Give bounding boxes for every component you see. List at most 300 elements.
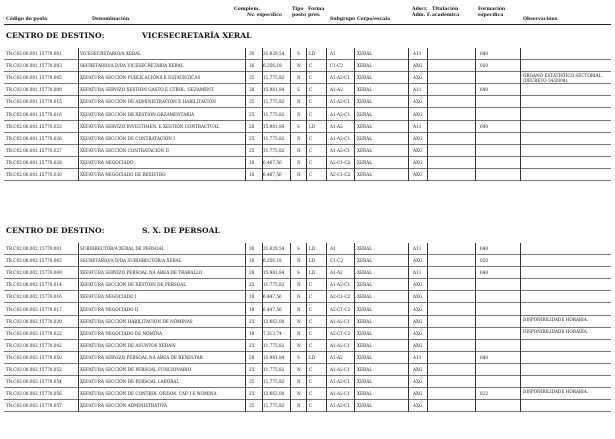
row-forma: C bbox=[309, 330, 313, 336]
row-forma: C bbox=[309, 75, 313, 81]
row-code: TR.C02.00.002.15770.014 bbox=[6, 282, 62, 288]
row-complemento: 21.029,54 bbox=[263, 51, 285, 56]
row-denominacion: XEFATURA SECCIÓN HABILITACIÓN DE NÓMINAS bbox=[80, 318, 193, 324]
row-code: TR.C02.00.002.15770.056 bbox=[6, 391, 62, 397]
row-code: TR.C02.00.002.15770.022 bbox=[6, 330, 62, 336]
row-subgrupo: A1-A2-C1 bbox=[330, 379, 351, 385]
row-nivel: 18 bbox=[249, 172, 255, 177]
row-nivel: 25 bbox=[249, 111, 255, 117]
row-formacion: 640 bbox=[480, 354, 488, 360]
table-row bbox=[0, 364, 615, 376]
row-tipo: N bbox=[297, 294, 301, 300]
row-nivel: 18 bbox=[249, 306, 255, 312]
row-adscripcion: AXG bbox=[413, 367, 423, 372]
column-divider bbox=[78, 48, 79, 181]
row-subgrupo: A1-A2-C1 bbox=[330, 111, 351, 117]
row-denominacion: SECRETARIO/A D/DA SUBDIRECTOR/A XERAL bbox=[80, 258, 182, 264]
table-row bbox=[0, 157, 615, 169]
section-title bbox=[6, 31, 252, 40]
row-complemento: 6.447,56 bbox=[263, 306, 282, 312]
row-nivel: 25 bbox=[249, 147, 255, 153]
row-forma: LD bbox=[309, 51, 316, 56]
column-divider bbox=[427, 243, 428, 412]
row-forma: C bbox=[309, 403, 313, 409]
table-row bbox=[0, 267, 615, 279]
row-code: TR.C02.00.002.15770.054 bbox=[6, 379, 62, 385]
row-complemento: 11.775,82 bbox=[263, 282, 285, 288]
row-observacions: DISPOÑIBILIDADE HORARIA. bbox=[523, 328, 589, 334]
row-subgrupo: A2-C1-C2 bbox=[330, 294, 351, 300]
row-tipo: S bbox=[297, 123, 300, 129]
row-nivel: 18 bbox=[249, 330, 255, 336]
row-complemento: 11.775,82 bbox=[263, 111, 285, 117]
header-formacion-2: específica bbox=[478, 13, 504, 18]
table-row bbox=[0, 109, 615, 121]
row-forma: C bbox=[309, 367, 313, 372]
row-subgrupo: A1-A2 bbox=[330, 354, 343, 360]
row-formacion: 020 bbox=[480, 63, 488, 69]
row-denominacion: XEFATURA SECCIÓN ADMINISTRATIVA bbox=[80, 403, 168, 409]
row-code: TR.C02.00.001.15770.030 bbox=[6, 172, 62, 177]
row-code: TR.C02.00.001.15770.001 bbox=[6, 51, 62, 56]
row-nivel: 25 bbox=[249, 282, 255, 288]
row-corpo: XERAL bbox=[357, 123, 372, 129]
row-subgrupo: A1 bbox=[330, 246, 336, 251]
row-tipo: N bbox=[297, 63, 301, 69]
row-corpo: XERAL bbox=[357, 294, 372, 300]
row-tipo: N bbox=[297, 306, 301, 312]
row-subgrupo: A2-C1-C2 bbox=[330, 330, 351, 336]
row-denominacion: XEFATURA SECCIÓN PUBLICACIÓNS E ESTATÍSTICAS bbox=[80, 75, 201, 81]
row-complemento: 6.467,56 bbox=[263, 159, 282, 165]
column-divider bbox=[520, 48, 521, 181]
row-code: TR.C02.00.001.15770.005 bbox=[6, 75, 62, 81]
row-denominacion: XEFATURA NEGOCIADO I bbox=[80, 294, 137, 300]
row-tipo: S bbox=[297, 270, 300, 276]
header-tipo-2: posto bbox=[292, 13, 307, 18]
row-forma: C bbox=[309, 379, 313, 385]
table-row bbox=[0, 121, 615, 133]
row-adscripcion: AXG bbox=[413, 63, 423, 69]
row-denominacion: SUBDIRECTOR/A XERAL DE PERSOAL bbox=[80, 246, 165, 251]
header-adscr-2: Adm. F. bbox=[412, 13, 432, 18]
row-subgrupo: A1-A2-C1 bbox=[330, 403, 351, 409]
column-divider bbox=[78, 243, 79, 412]
table-row bbox=[0, 304, 615, 316]
row-complemento: 6.256,18 bbox=[263, 63, 282, 69]
row-observacions: DISPOÑIBILIDADE HORARIA. bbox=[523, 389, 589, 395]
row-subgrupo: A2-C1-C2 bbox=[330, 172, 351, 177]
row-complemento: 15.981,84 bbox=[263, 87, 285, 93]
table-row bbox=[0, 376, 615, 388]
row-tipo: N bbox=[297, 330, 301, 336]
row-complemento: 12.662,00 bbox=[263, 318, 285, 324]
row-corpo: XERAL bbox=[357, 342, 372, 348]
row-adscripcion: A11 bbox=[413, 270, 422, 276]
row-denominacion: XEFATURA NEGOCIADO II bbox=[80, 306, 139, 312]
row-tipo: N bbox=[297, 391, 301, 397]
row-complemento: 11.775,82 bbox=[263, 135, 285, 141]
header-complem: Complem. bbox=[234, 7, 260, 12]
row-subgrupo: A1-A2-C1 bbox=[330, 318, 351, 324]
row-adscripcion: AXG bbox=[413, 379, 423, 385]
row-code: TR.C02.00.001.15770.026 bbox=[6, 135, 62, 141]
row-subgrupo: A1-A2-C1 bbox=[330, 147, 351, 153]
header-divider bbox=[4, 24, 611, 25]
table-row bbox=[0, 352, 615, 364]
row-denominacion: XEFATURA SECCIÓN DE XESTIÓN DE PERSOAL bbox=[80, 282, 187, 288]
row-adscripcion: AXG bbox=[413, 258, 423, 264]
row-complemento: 21.029,54 bbox=[263, 246, 285, 251]
row-adscripcion: AXG bbox=[413, 111, 423, 117]
row-subgrupo: A1-A2-C1 bbox=[330, 282, 351, 288]
column-divider bbox=[245, 48, 246, 181]
table-row bbox=[0, 243, 615, 255]
row-complemento: 15.981,84 bbox=[263, 270, 285, 276]
row-code: TR.C02.00.001.15770.015 bbox=[6, 99, 62, 105]
row-formacion: 640 bbox=[480, 87, 488, 93]
row-subgrupo: A1-A2-C1 bbox=[330, 342, 351, 348]
row-code: TR.C02.00.001.15770.028 bbox=[6, 159, 62, 165]
row-nivel: 16 bbox=[249, 258, 255, 264]
header-forma-2: prov. bbox=[308, 13, 321, 18]
row-observacions: ÓRGANO ESTATÍSTICO SECTORIAL (DECRETO 34/2008). bbox=[523, 73, 602, 83]
header-complem-2: Nv. específico bbox=[247, 13, 282, 18]
row-adscripcion: AXG bbox=[413, 172, 423, 177]
row-adscripcion: AXG bbox=[413, 159, 423, 165]
row-formacion: 822 bbox=[480, 391, 488, 397]
row-corpo: XERAL bbox=[357, 258, 372, 264]
column-divider bbox=[427, 48, 428, 181]
row-nivel: 30 bbox=[249, 51, 255, 56]
row-tipo: N bbox=[297, 75, 301, 81]
row-adscripcion: AXG bbox=[413, 330, 423, 336]
section-name: S. X. DE PERSOAL bbox=[142, 226, 220, 235]
row-denominacion: XEFATURA SERVIZO PERSOAL NA ÁREA DE BENESTAR bbox=[80, 354, 203, 360]
row-denominacion: XEFATURA SERVIZO PERSOAL NA ÁREA DE TRABALLO bbox=[80, 270, 203, 276]
row-subgrupo: A1 bbox=[330, 51, 336, 56]
row-adscripcion: AXG bbox=[413, 318, 423, 324]
row-nivel: 25 bbox=[249, 403, 255, 409]
row-code: TR.C02.00.001.15770.003 bbox=[6, 63, 62, 69]
row-code: TR.C02.00.002.15770.050 bbox=[6, 354, 62, 360]
row-corpo: XERAL bbox=[357, 75, 372, 81]
row-forma: C bbox=[309, 172, 313, 177]
row-forma: C bbox=[309, 282, 313, 288]
row-adscripcion: A11 bbox=[413, 87, 422, 93]
row-formacion: 020 bbox=[480, 258, 488, 264]
row-complemento: 6.256,18 bbox=[263, 258, 282, 264]
column-divider bbox=[475, 243, 476, 412]
row-nivel: 25 bbox=[249, 379, 255, 385]
row-forma: LD bbox=[309, 354, 316, 360]
row-adscripcion: AXG bbox=[413, 282, 423, 288]
row-denominacion: VICESECRETARIO/A XERAL bbox=[80, 51, 141, 56]
row-corpo: XERAL bbox=[357, 354, 372, 360]
row-corpo: XERAL bbox=[357, 99, 372, 105]
row-complemento: 15.981,84 bbox=[263, 123, 285, 129]
row-nivel: 25 bbox=[249, 367, 255, 372]
row-subgrupo: A1-A2-C1 bbox=[330, 391, 351, 397]
row-tipo: N bbox=[297, 147, 301, 153]
row-code: TR.C02.00.002.15770.020 bbox=[6, 318, 62, 324]
row-corpo: XERAL bbox=[357, 147, 372, 153]
header-codigo: Código do posto bbox=[6, 17, 48, 22]
column-divider bbox=[408, 243, 409, 412]
row-nivel: 18 bbox=[249, 294, 255, 300]
row-code: TR.C02.00.001.15770.027 bbox=[6, 147, 62, 153]
section-label: CENTRO DE DESTINO: bbox=[6, 226, 105, 235]
row-nivel: 16 bbox=[249, 63, 255, 69]
row-subgrupo: A2-C1-C2 bbox=[330, 306, 351, 312]
table-row bbox=[0, 60, 615, 72]
row-tipo: S bbox=[297, 354, 300, 360]
row-forma: LD bbox=[309, 123, 316, 129]
column-divider bbox=[306, 243, 307, 412]
row-adscripcion: A11 bbox=[413, 51, 422, 56]
table-row bbox=[0, 291, 615, 303]
row-nivel: 25 bbox=[249, 342, 255, 348]
table-row bbox=[0, 340, 615, 352]
row-complemento: 11.775,82 bbox=[263, 99, 285, 105]
row-nivel: 28 bbox=[249, 123, 255, 129]
row-denominacion: XEFATURA SECCIÓN CONTRATACIÓN II bbox=[80, 147, 169, 153]
row-forma: C bbox=[309, 306, 313, 312]
row-forma: C bbox=[309, 135, 313, 141]
row-corpo: XERAL bbox=[357, 306, 372, 312]
row-adscripcion: AXG bbox=[413, 99, 423, 105]
row-adscripcion: AXG bbox=[413, 147, 423, 153]
table-row bbox=[0, 328, 615, 340]
row-denominacion: XEFATURA SECCIÓN DE CONTRATACIÓN I bbox=[80, 135, 175, 141]
header-denominacion: Denominación bbox=[92, 17, 130, 22]
row-subgrupo: A2-C1-C2 bbox=[330, 159, 351, 165]
column-divider bbox=[326, 243, 327, 412]
row-complemento: 11.775,82 bbox=[263, 75, 285, 81]
table-row bbox=[0, 388, 615, 400]
row-subgrupo: A1-A2-C1 bbox=[330, 367, 351, 372]
row-corpo: XERAL bbox=[357, 135, 372, 141]
header-titulacion: Titulación bbox=[432, 7, 459, 12]
row-tipo: S bbox=[297, 51, 300, 56]
row-corpo: XERAL bbox=[357, 51, 372, 56]
header-observacions: Observacións bbox=[523, 17, 558, 22]
table-row bbox=[0, 279, 615, 291]
row-tipo: N bbox=[297, 342, 301, 348]
row-complemento: 11.775,82 bbox=[263, 367, 285, 372]
row-tipo: N bbox=[297, 258, 301, 264]
row-complemento: 6.447,56 bbox=[263, 294, 282, 300]
row-denominacion: XEFATURA NEGOCIADO DE REXISTRO bbox=[80, 172, 166, 177]
row-adscripcion: AXG bbox=[413, 306, 423, 312]
row-nivel: 25 bbox=[249, 318, 255, 324]
row-nivel: 25 bbox=[249, 99, 255, 105]
row-corpo: XERAL bbox=[357, 172, 372, 177]
row-denominacion: XEFATURA SERVIZO INVESTIMEN. E XESTIÓN CONTRACTUAL bbox=[80, 123, 220, 129]
row-tipo: N bbox=[297, 99, 301, 105]
row-code: TR.C02.00.001.15770.016 bbox=[6, 111, 62, 117]
row-tipo: N bbox=[297, 318, 301, 324]
row-tipo: N bbox=[297, 403, 301, 409]
row-subgrupo: A1-A2-C1 bbox=[330, 99, 351, 105]
column-divider bbox=[408, 48, 409, 181]
row-nivel: 28 bbox=[249, 354, 255, 360]
row-corpo: XERAL bbox=[357, 330, 372, 336]
row-forma: C bbox=[309, 391, 313, 397]
row-adscripcion: AXG bbox=[413, 391, 423, 397]
table-row bbox=[0, 96, 615, 108]
row-subgrupo: A1-A2 bbox=[330, 123, 343, 129]
row-nivel: 28 bbox=[249, 87, 255, 93]
column-divider bbox=[262, 48, 263, 181]
column-divider bbox=[290, 48, 291, 181]
row-corpo: XERAL bbox=[357, 63, 372, 69]
row-tipo: S bbox=[297, 87, 300, 93]
row-denominacion: SECRETARIO/A D/DA VICESECRETARIA XERAL bbox=[80, 63, 184, 69]
row-tipo: N bbox=[297, 172, 301, 177]
header-adscr: Adscr. bbox=[412, 7, 428, 12]
row-adscripcion: AXG bbox=[413, 342, 423, 348]
section-label: CENTRO DE DESTINO: bbox=[6, 31, 105, 40]
row-forma: C bbox=[309, 318, 313, 324]
row-formacion: 640 bbox=[480, 51, 488, 56]
column-divider bbox=[354, 243, 355, 412]
row-forma: LD bbox=[309, 270, 316, 276]
row-formacion: 640 bbox=[480, 123, 488, 129]
row-adscripcion: A11 bbox=[413, 123, 422, 129]
row-corpo: XERAL bbox=[357, 282, 372, 288]
table-row bbox=[0, 400, 615, 412]
column-divider bbox=[520, 243, 521, 412]
header-titulacion-2: académica bbox=[432, 13, 460, 18]
header-corpo: Corpo/escala bbox=[357, 17, 391, 22]
row-corpo: XERAL bbox=[357, 159, 372, 165]
row-adscripcion: AXG bbox=[413, 135, 423, 141]
header-tipo: Tipo bbox=[292, 7, 304, 12]
table-row bbox=[0, 316, 615, 328]
row-code: TR.C02.00.002.15770.003 bbox=[6, 258, 62, 264]
row-subgrupo: C1-C2 bbox=[330, 63, 344, 69]
row-corpo: XERAL bbox=[357, 270, 372, 276]
row-corpo: XERAL bbox=[357, 87, 372, 93]
row-nivel: 18 bbox=[249, 159, 255, 165]
row-code: TR.C02.00.002.15770.042 bbox=[6, 342, 62, 348]
row-formacion: 640 bbox=[480, 270, 488, 276]
row-tipo: N bbox=[297, 282, 301, 288]
row-corpo: XERAL bbox=[357, 246, 372, 251]
row-denominacion: XEFATURA SECCIÓN DE CONTROL ORZAM. CAP. I E NÓMINA bbox=[80, 391, 217, 397]
row-forma: C bbox=[309, 147, 313, 153]
row-formacion: 640 bbox=[480, 246, 488, 251]
header-subgrupo: Subgrupo bbox=[330, 17, 356, 22]
column-divider bbox=[245, 243, 246, 412]
row-denominacion: XEFATURA SECCIÓN DE PERSOAL LABORAL bbox=[80, 379, 180, 385]
row-adscripcion: A11 bbox=[413, 246, 422, 251]
row-code: TR.C02.00.001.15770.009 bbox=[6, 87, 62, 93]
row-denominacion: XEFATURA NEGOCIADO bbox=[80, 159, 134, 165]
table-row bbox=[0, 145, 615, 157]
row-code: TR.C02.00.002.15770.017 bbox=[6, 306, 62, 312]
row-nivel: 25 bbox=[249, 135, 255, 141]
row-corpo: XERAL bbox=[357, 111, 372, 117]
row-complemento: 11.775,82 bbox=[263, 403, 285, 409]
row-code: TR.C02.00.002.15770.057 bbox=[6, 403, 62, 409]
section-name: VICESECRETARÍA XERAL bbox=[142, 31, 252, 40]
row-tipo: N bbox=[297, 367, 301, 372]
row-corpo: XERAL bbox=[357, 379, 372, 385]
column-divider bbox=[306, 48, 307, 181]
table-row bbox=[0, 133, 615, 145]
row-nivel: 25 bbox=[249, 391, 255, 397]
row-denominacion: XEFATURA SECCIÓN DE ASUNTOS XERAIS bbox=[80, 342, 176, 348]
table-row bbox=[0, 48, 615, 60]
row-code: TR.C02.00.002.15770.001 bbox=[6, 246, 62, 251]
row-corpo: XERAL bbox=[357, 391, 372, 397]
row-forma: LD bbox=[309, 258, 316, 264]
column-divider bbox=[326, 48, 327, 181]
row-complemento: 6.467,56 bbox=[263, 172, 282, 177]
header-forma: Forma bbox=[308, 7, 325, 12]
row-forma: C bbox=[309, 63, 313, 69]
row-code: TR.C02.00.002.15770.052 bbox=[6, 367, 62, 372]
row-denominacion: XEFATURA SECCIÓN DE XESTIÓN ORZAMENTARIA bbox=[80, 111, 195, 117]
row-code: TR.C02.00.002.15770.016 bbox=[6, 294, 62, 300]
column-divider bbox=[475, 48, 476, 181]
row-observacions: DISPOÑIBILIDADE HORARIA. bbox=[523, 316, 589, 322]
row-subgrupo: A1-A2 bbox=[330, 87, 343, 93]
row-tipo: N bbox=[297, 111, 301, 117]
row-code: TR.C02.00.001.15770.023 bbox=[6, 123, 62, 129]
table-row bbox=[0, 72, 615, 84]
row-forma: C bbox=[309, 111, 313, 117]
row-denominacion: XEFATURA SECCIÓN DE PERSOAL FUNCIONARIO bbox=[80, 367, 192, 372]
row-complemento: 11.775,82 bbox=[263, 147, 285, 153]
row-nivel: 25 bbox=[249, 75, 255, 81]
row-adscripcion: AXG bbox=[413, 294, 423, 300]
row-tipo: N bbox=[297, 135, 301, 141]
row-forma: C bbox=[309, 87, 313, 93]
row-tipo: N bbox=[297, 379, 301, 385]
row-complemento: 11.775,82 bbox=[263, 379, 285, 385]
table-row bbox=[0, 255, 615, 267]
row-subgrupo: A1-A2-C1 bbox=[330, 135, 351, 141]
row-forma: C bbox=[309, 99, 313, 105]
row-adscripcion: A11 bbox=[413, 354, 422, 360]
row-forma: C bbox=[309, 159, 313, 165]
row-denominacion: XEFATURA SERVIZO XESTIÓN GASTO E CTROL. GEZAMENT. bbox=[80, 87, 215, 93]
row-subgrupo: A1-A2-C1 bbox=[330, 75, 351, 81]
row-complemento: 15.981,84 bbox=[263, 354, 285, 360]
row-nivel: 30 bbox=[249, 246, 255, 251]
row-denominacion: XEFATURA NEGOCIADO DE NÓMINA bbox=[80, 330, 163, 336]
header-formacion: Formación bbox=[478, 7, 506, 12]
row-nivel: 28 bbox=[249, 270, 255, 276]
row-adscripcion: AXG bbox=[413, 75, 423, 81]
row-tipo: N bbox=[297, 159, 301, 165]
column-divider bbox=[262, 243, 263, 412]
row-denominacion: XEFATURA SECCIÓN DE ADMINISTRACIÓN E HABILITACIÓN bbox=[80, 99, 216, 105]
row-corpo: XERAL bbox=[357, 318, 372, 324]
row-corpo: XERAL bbox=[357, 367, 372, 372]
row-code: TR.C02.00.002.15770.009 bbox=[6, 270, 62, 276]
row-subgrupo: A1-A2 bbox=[330, 270, 343, 276]
row-complemento: 7.313,74 bbox=[263, 330, 282, 336]
row-forma: LD bbox=[309, 246, 316, 251]
row-corpo: XERAL bbox=[357, 403, 372, 409]
row-complemento: 11.775,82 bbox=[263, 342, 285, 348]
row-forma: C bbox=[309, 294, 313, 300]
column-divider bbox=[290, 243, 291, 412]
